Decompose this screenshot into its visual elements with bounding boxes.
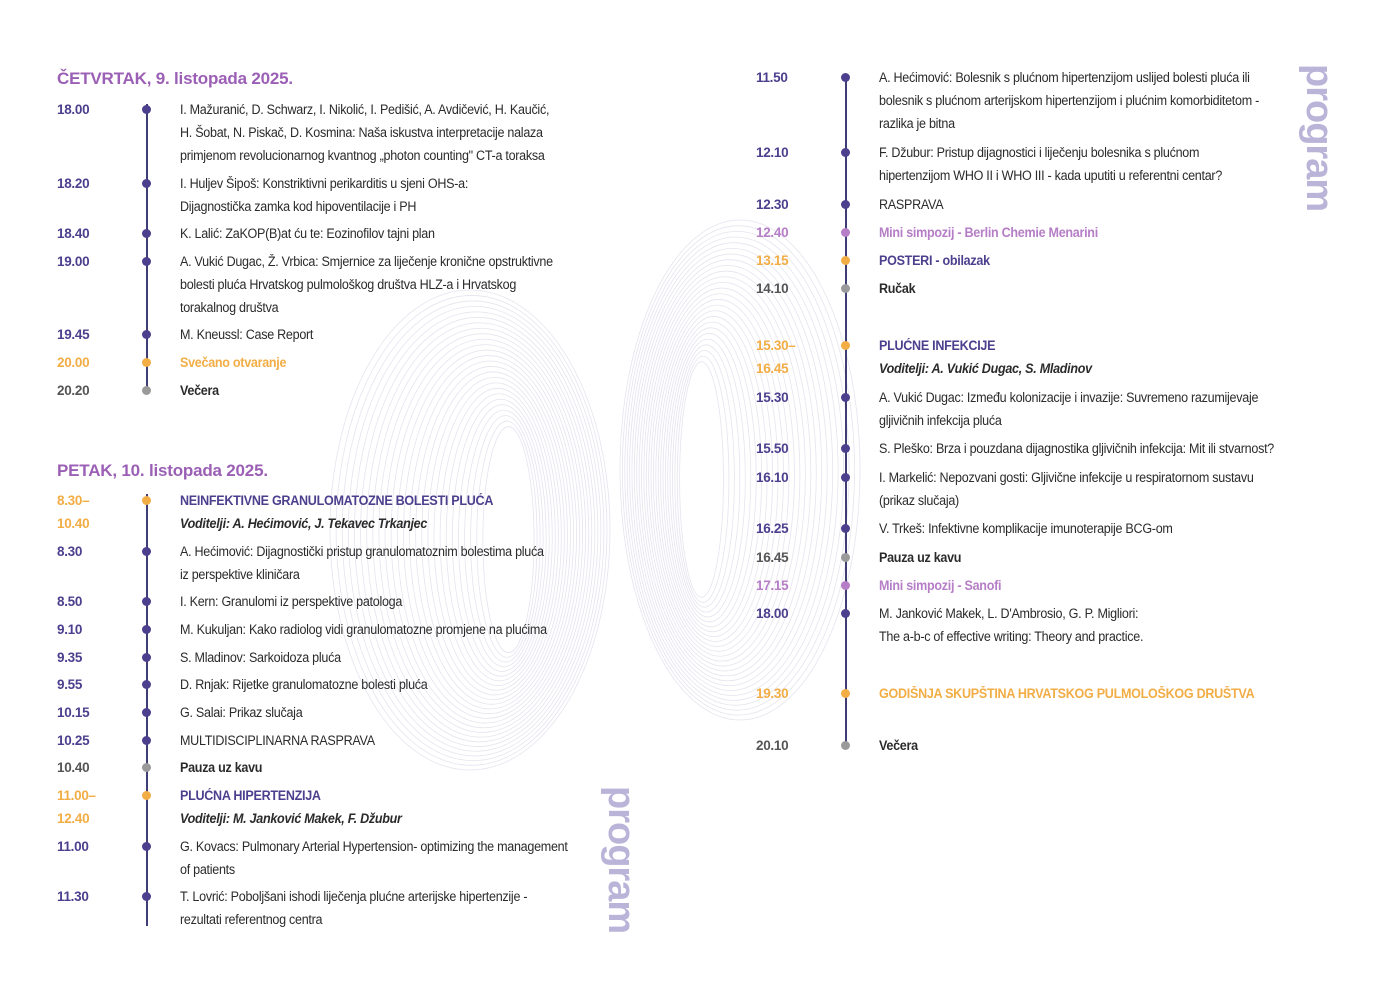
- item-time: 16.45: [756, 550, 789, 565]
- item-text: I. Markelić: Nepozvani gosti: Gljivične infekcije u respiratornom sustavu (prikaz slučaja): [879, 470, 1254, 508]
- item-text: M. Kneussl: Case Report: [180, 327, 314, 342]
- item-time: 18.00: [57, 102, 90, 117]
- item-text: Mini simpozij - Berlin Chemie Menarini: [879, 225, 1098, 240]
- item-text: T. Lovrić: Poboljšani ishodi liječenja plućne arterijske hipertenzije - rezultati referentnog centra: [180, 889, 528, 927]
- timeline-dot-icon: [142, 229, 151, 238]
- item-time: 12.10: [756, 145, 789, 160]
- item-text: Večera: [879, 738, 918, 753]
- timeline-dot-icon: [142, 179, 151, 188]
- item-text: I. Kern: Granulomi iz perspektive patologa: [180, 594, 403, 609]
- item-text: Pauza uz kavu: [879, 550, 962, 565]
- timeline-dot-icon: [142, 496, 151, 505]
- item-time: 16.10: [756, 470, 789, 485]
- timeline-dot-icon: [841, 473, 850, 482]
- item-text: M. Janković Makek, L. D'Ambrosio, G. P. Migliori: The a-b-c of effective writing: Theory and practice.: [879, 606, 1144, 644]
- item-text: Mini simpozij - Sanofi: [879, 578, 1002, 593]
- item-time: 12.40: [756, 225, 789, 240]
- program-side-label: program: [1298, 64, 1340, 212]
- friday-title: PETAK, 10. listopada 2025.: [57, 461, 268, 480]
- timeline-dot-icon: [142, 892, 151, 901]
- item-text: A. Hećimović: Dijagnostički pristup granulomatoznim bolestima pluća iz perspektive kliničara: [180, 544, 544, 582]
- item-text: MULTIDISCIPLINARNA RASPRAVA: [180, 733, 375, 748]
- item-text: F. Džubur: Pristup dijagnostici i liječenju bolesnika s plućnom hipertenzijom WHO II i WHO III - kada uputiti u referentni centar?: [879, 145, 1223, 183]
- item-text: GODIŠNJA SKUPŠTINA HRVATSKOG PULMOLOŠKOG DRUŠTVA: [879, 686, 1255, 701]
- timeline-dot-icon: [142, 358, 151, 367]
- item-text: RASPRAVA: [879, 197, 944, 212]
- item-time: 18.20: [57, 176, 90, 191]
- timeline-dot-icon: [841, 741, 850, 750]
- timeline-dot-icon: [841, 228, 850, 237]
- timeline-dot-icon: [841, 148, 850, 157]
- item-time: 20.10: [756, 738, 789, 753]
- timeline-dot-icon: [841, 284, 850, 293]
- timeline-dot-icon: [142, 330, 151, 339]
- timeline-dot-icon: [142, 791, 151, 800]
- item-text: S. Pleško: Brza i pouzdana dijagnostika gljivičnih infekcija: Mit ili stvarnost?: [879, 441, 1274, 456]
- item-text: Večera: [180, 383, 219, 398]
- item-time: 15.50: [756, 441, 789, 456]
- item-text: G. Kovacs: Pulmonary Arterial Hypertension- optimizing the management of patients: [180, 839, 568, 877]
- timeline-dot-icon: [841, 609, 850, 618]
- timeline-dot-icon: [142, 625, 151, 634]
- timeline-dot-icon: [142, 763, 151, 772]
- item-text: I. Mažuranić, D. Schwarz, I. Nikolić, I. Pedišić, A. Avdičević, H. Kaučić, H. Šobat, N. Piskač, D. Kosmina: Naša iskustva interpretacije nalaza primjenom revolucionarnog kvantnog „photon counting" CT-a toraksa: [180, 102, 550, 163]
- timeline-dot-icon: [841, 553, 850, 562]
- item-time: 15.30: [756, 390, 789, 405]
- thursday-timeline: [146, 104, 148, 392]
- timeline-dot-icon: [841, 524, 850, 533]
- timeline-dot-icon: [142, 736, 151, 745]
- timeline-dot-icon: [841, 73, 850, 82]
- item-time: 11.00: [57, 839, 89, 854]
- timeline-dot-icon: [142, 680, 151, 689]
- item-time: 10.40: [57, 760, 90, 775]
- item-time: 18.40: [57, 226, 90, 241]
- item-text: K. Lalić: ZaKOP(B)at ću te: Eozinofilov tajni plan: [180, 226, 435, 241]
- timeline-dot-icon: [841, 689, 850, 698]
- timeline-dot-icon: [841, 200, 850, 209]
- item-time: 11.00–12.40: [57, 788, 96, 826]
- timeline-dot-icon: [142, 708, 151, 717]
- timeline-dot-icon: [142, 842, 151, 851]
- item-text: Svečano otvaranje: [180, 355, 287, 370]
- item-time: 19.00: [57, 254, 90, 269]
- item-time: 15.30–16.45: [756, 338, 796, 376]
- item-time: 19.45: [57, 327, 90, 342]
- item-time: 8.30–10.40: [57, 493, 90, 531]
- timeline-dot-icon: [142, 653, 151, 662]
- item-time: 10.15: [57, 705, 90, 720]
- item-text: S. Mladinov: Sarkoidoza pluća: [180, 650, 341, 665]
- timeline-dot-icon: [142, 105, 151, 114]
- item-time: 20.20: [57, 383, 90, 398]
- timeline-dot-icon: [841, 256, 850, 265]
- item-text: POSTERI - obilazak: [879, 253, 990, 268]
- item-text: I. Huljev Šipoš: Konstriktivni perikarditis u sjeni OHS-a: Dijagnostička zamka kod hipoventilacije i PH: [180, 176, 469, 214]
- item-time: 9.10: [57, 622, 83, 637]
- item-text: G. Salai: Prikaz slučaja: [180, 705, 303, 720]
- item-time: 17.15: [756, 578, 789, 593]
- item-time: 11.30: [57, 889, 89, 904]
- item-text: M. Kukuljan: Kako radiolog vidi granulomatozne promjene na plućima: [180, 622, 547, 637]
- item-time: 8.30: [57, 544, 83, 559]
- item-text: A. Vukić Dugac: Između kolonizacije i invazije: Suvremeno razumijevaje gljivičnih infekcija pluća: [879, 390, 1259, 428]
- item-time: 12.30: [756, 197, 789, 212]
- timeline-dot-icon: [142, 386, 151, 395]
- item-text: Ručak: [879, 281, 916, 296]
- item-text: V. Trkeš: Infektivne komplikacije imunoterapije BCG-om: [879, 521, 1173, 536]
- item-time: 20.00: [57, 355, 90, 370]
- item-time: 16.25: [756, 521, 789, 536]
- item-time: 13.15: [756, 253, 789, 268]
- item-text: D. Rnjak: Rijetke granulomatozne bolesti pluća: [180, 677, 428, 692]
- timeline-dot-icon: [841, 393, 850, 402]
- item-time: 19.30: [756, 686, 789, 701]
- item-time: 9.55: [57, 677, 83, 692]
- timeline-dot-icon: [142, 257, 151, 266]
- thursday-title: ČETVRTAK, 9. listopada 2025.: [57, 69, 293, 88]
- item-text: PLUĆNA HIPERTENZIJA Voditelji: M. Janković Makek, F. Džubur: [180, 788, 402, 826]
- item-text: NEINFEKTIVNE GRANULOMATOZNE BOLESTI PLUĆA Voditelji: A. Hećimović, J. Tekavec Trkanjec: [180, 493, 494, 531]
- item-text: A. Vukić Dugac, Ž. Vrbica: Smjernice za liječenje kronične opstruktivne bolesti pluća Hrvatskog pulmološkog društva HLZ-a i Hrvatskog torakalnog društva: [180, 254, 553, 315]
- friday-cont-timeline: [845, 74, 847, 748]
- timeline-dot-icon: [142, 547, 151, 556]
- timeline-dot-icon: [841, 341, 850, 350]
- timeline-dot-icon: [841, 581, 850, 590]
- timeline-dot-icon: [142, 597, 151, 606]
- item-text: PLUĆNE INFEKCIJE Voditelji: A. Vukić Dugac, S. Mladinov: [879, 338, 1092, 376]
- item-text: A. Hećimović: Bolesnik s plućnom hipertenzijom uslijed bolesti pluća ili bolesnik s plućnom arterijskom hipertenzijom i plućnim komorbiditetom - razlika je bitna: [879, 70, 1260, 131]
- timeline-dot-icon: [841, 444, 850, 453]
- program-side-label: program: [600, 786, 642, 934]
- item-time: 11.50: [756, 70, 788, 85]
- item-text: Pauza uz kavu: [180, 760, 263, 775]
- item-time: 18.00: [756, 606, 789, 621]
- item-time: 10.25: [57, 733, 90, 748]
- item-time: 14.10: [756, 281, 789, 296]
- item-time: 9.35: [57, 650, 83, 665]
- item-time: 8.50: [57, 594, 83, 609]
